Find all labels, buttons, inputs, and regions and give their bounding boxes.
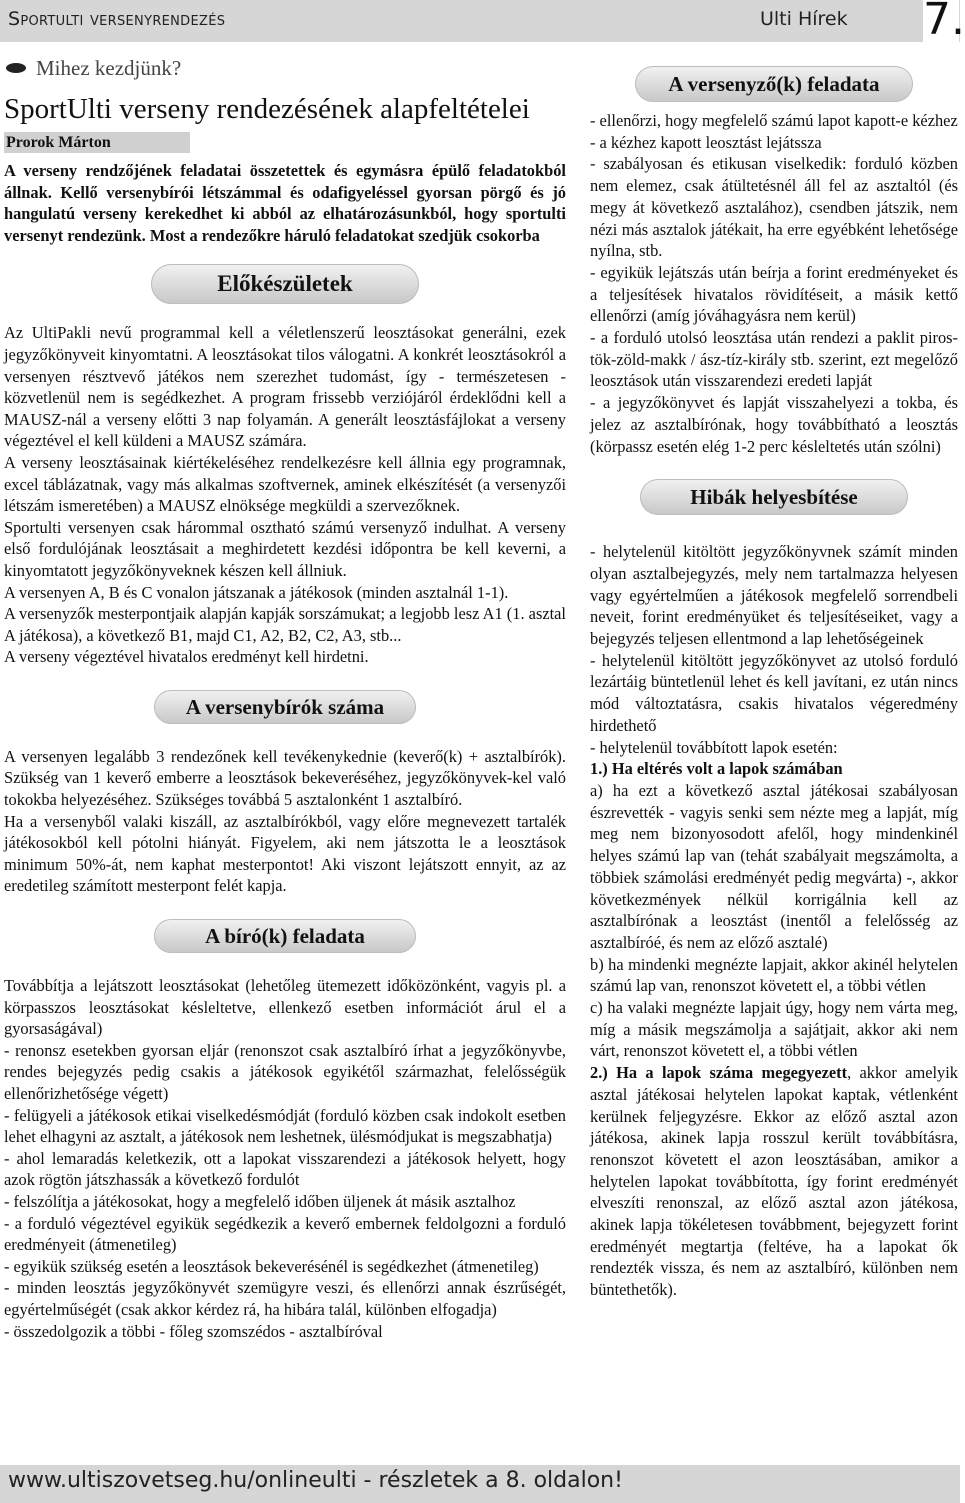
section-heading-preparations: Előkészületek [151, 264, 419, 304]
paragraph: Ha a versenyből valaki kiszáll, az asztalbírókból, vagy előre megnevezett tartalék játékosokból kell pótolni hiányát. Figyelem, aki nem játszotta le a leosztások minimum 50%-át, nem kaphat mesterpontot! Aki viszont lejátszott ennyit, az az eredetileg számított mesterpont felét kapja. [4, 811, 566, 896]
paragraph: - helytelenül kitöltött jegyzőkönyvnek számít minden olyan asztalbejegyzés, mely nem tartalmazza helyesen vagy egyértelműen a játékosok megfelelő sorrendbeli neveit, forint eredményüket és teljesítéseiket, vagy a bejegyzés teljesen ellentmond a lap lehetőségeinek [590, 542, 958, 649]
paragraph: A versenyzők mesterpontjaik alapján kapják sorszámukat; a legjobb lesz A1 (1. asztal A játékosa), a következő B1, majd C1, A2, B2, C2, A3, stb... [4, 604, 566, 645]
kicker-text: Mihez kezdjünk? [36, 55, 182, 80]
paragraph: c) ha valaki megnézte lapjait úgy, hogy nem várta meg, míg a másik megszámolja a sajátjait, akkor aki nem várt, renonszot követett el, a többi vétlen [590, 998, 958, 1061]
paragraph: - a forduló végeztével egyikük segédkezik a keverő embernek feldolgozni a forduló eredményeit (átmenetileg) [4, 1213, 566, 1255]
paragraph: Sportulti versenyen csak hárommal osztható számú versenyző indulhat. A verseny első fordulójának leosztásait a meghirdetett kezdési időpontra be kell keverni, a kinyomtatott jegyzőkönyveknek készen kell állniuk. [4, 517, 566, 580]
intro-paragraph: A verseny rendzőjének feladatai összetettek és egymásra épülő feladatokból állnak. Kellő versenybírói létszámmal és odafigyeléssel gyorsan pörgő és jó hangulatú verseny kerekedhet ki abból az elhatározásunkból, hogy sportulti versenyt rendezünk. Most a rendezőkre háruló feladatokat szedjük csokorba [4, 161, 566, 245]
section-heading-player-tasks: A versenyző(k) feladata [635, 66, 913, 102]
paragraph: - a kézhez kapott leosztást lejátssza [590, 132, 822, 152]
paragraph: A verseny végeztével hivatalos eredményt kell hirdetni. [4, 647, 369, 667]
footer-link-text: www.ultiszovetseg.hu/onlineulti - részletek a 8. oldalon! [8, 1468, 623, 1493]
header-section-title: Sportulti versenyrendezés [8, 8, 226, 30]
paragraph: - helytelenül továbbított lapok esetén: [590, 737, 838, 757]
right-column [590, 66, 958, 1301]
header-publication-title: Ulti Hírek [760, 8, 848, 30]
paragraph: Az UltiPakli nevű programmal kell a véletlenszerű leosztásokat generálni, ezek jegyzőkönyveit kinyomtatni. A leosztásokat tilos válogatni. A konkrét leosztásokról a versenyen résztvevő játékos nem szerezhet tudomást, így - természetesen - közvetlenül nem is segédkezhet. A program frissebb verziójáról érdeklődni kell a MAUSZ-nál a verseny előtti 3 nap folyamán. A generált leosztásfájlokat a verseny végeztével el kell küldeni a MAUSZ számára. [4, 323, 566, 451]
paragraph: - felszólítja a játékosokat, hogy a megfelelő időben üljenek át másik asztalhoz [4, 1191, 516, 1211]
case-1-title: 1.) Ha eltérés volt a lapok számában [590, 759, 843, 779]
paragraph: - összedolgozik a többi - főleg szomszédos - asztalbíróval [4, 1321, 383, 1341]
section-heading-referee-tasks: A bíró(k) feladata [154, 919, 416, 953]
bullet-icon [6, 63, 26, 73]
case-2-paragraph [590, 1062, 958, 1301]
section-heading-error-correction: Hibák helyesbítése [640, 479, 908, 515]
paragraph: - helytelenül kitöltött jegyzőkönyvet az utolsó forduló lezártáig büntetlenül lehet és kell javítani, ez után nincs mód változtatásra, csakis hivatalos végeredmény hirdethető [590, 650, 958, 735]
paragraph: A versenyen A, B és C vonalon játszanak a játékosok (minden asztalnál 1-1). [4, 582, 509, 602]
author-byline: Prorok Márton [4, 132, 190, 153]
paragraph: - a forduló utolsó leosztása után rendezi a paklit piros-tök-zöld-makk / ász-tíz-király stb. szerint, ezt megelőző leosztások után visszarendezi eredeti lapját [590, 328, 958, 391]
paragraph: a) ha ezt a következő asztal játékosai szabályosan észrevették - vagyis senki sem nézte meg a lapját, míg meg nem bizonyosodott afelől, hogy mindenkinél helyes számú lap van (tehát szabályait megszámolta, a többiek számolási eredményét pedig megvárta) -, akkor következmények nélkül korrigálnia kell az asztalbírónak a leosztást (inentől a felelősség az asztalbíróé, és nem az előző asztalé) [590, 780, 958, 952]
paragraph: - ahol lemaradás keletkezik, ott a lapokat visszarendezi a játékosok helyett, hogy azok rögtön játszhassák a következő fordulót [4, 1148, 566, 1190]
article-title: SportUlti verseny rendezésének alapfeltételei [4, 93, 530, 125]
paragraph: - a jegyzőkönyvet és lapját visszahelyezi a tokba, és jelez az asztalbírónak, hogy továbbítható a leosztás (körpassz esetén elég 1-2 perc késleltetés után szólni) [590, 393, 958, 456]
left-column [4, 52, 566, 1342]
paragraph: - egyikük lejátszás után beírja a forint eredményeket és a teljesítések hivatalos rövidítéseit, a másik kettő ellenőrzi (amíg jóváhagyásra nem kerül) [590, 262, 958, 326]
paragraph: A versenyen legalább 3 rendezőnek kell tevékenykednie (keverő(k) + asztalbírók). Szükség van 1 keverő emberre a leosztások bekeveréséhez, jegyzőkönyvek-kel való tokokba helyezéséhez. Szükséges továbbá 5 asztalonként 1 asztalbíró. [4, 746, 566, 810]
case-2-text: , akkor amelyik asztal játékosai helytelen lapokat kaptak, vétlenként kerülnek feljegyzésre. Ekkor az előző asztal azon játékosa, akinek lapja rosszul került továbbításra, renonszot követett el azon leosztásában, amikor a helytelen lapokat továbbította, így forint eredményét elveszíti renonszal, az előző asztal azon játékosa, akinek lapja tökéletesen továbbment, bejegyzett forint eredményét megtartja (feltéve, ha a lapokat ők rendezték vissza, és nem az asztalbíró, különben nem büntethetők). [590, 1063, 958, 1300]
page-number: 7. [923, 0, 959, 44]
kicker [4, 52, 566, 84]
paragraph: b) ha mindenki megnézte lapjait, akkor akinél helytelen számú lap van, renonszot követett el, a többi vétlen [590, 954, 958, 996]
paragraph: - renonsz esetekben gyorsan eljár (renonszot csak asztalbíró írhat a jegyzőkönyvbe, rendes bejegyzés pedig csakis a játékosok egyikétől származhat, felelősségük ellenőrizhetősége végett) [4, 1040, 566, 1103]
paragraph: Továbbítja a lejátszott leosztásokat (lehetőleg ütemezett időközönként, vagyis pl. a körpasszos leosztásokat késleltetve, ellenkező esetben információt árul el a gyorsaságával) [4, 976, 566, 1039]
section-heading-referee-count: A versenybírók száma [154, 690, 416, 724]
paragraph: - szabályosan és etikusan viselkedik: forduló közben nem elemez, csak átültetésnél áll fel az asztaltól (és megy át következő asztalához), csendben játszik, nem nézi más asztalok játékait, ha erre egyébként lehetősége nyílna, stb. [590, 154, 958, 261]
paragraph: - felügyeli a játékosok etikai viselkedésmódját (forduló közben csak indokolt esetben lehet elhagyni az asztalt, a játékosok nem leshetnek, ülésmódjukat is megszabhatja) [4, 1105, 566, 1147]
paragraph: - egyikük szükség esetén a leosztások bekeverésénél is segédkezhet (átmenetileg) [4, 1256, 539, 1276]
paragraph: - ellenőrzi, hogy megfelelő számú lapot kapott-e kézhez [590, 111, 958, 130]
case-2-title: 2.) Ha a lapok száma megegyezett [590, 1063, 848, 1083]
paragraph: A verseny leosztásainak kiértékeléséhez rendelkezésre kell állnia egy programnak, excel táblázatnak, vagy más alkalmas szoftvernek, aminek elkészítését (a versenyzői létszám ismeretében) a MAUSZ elnöksége megküldi a szervezőknek. [4, 452, 566, 516]
paragraph: - minden leosztás jegyzőkönyvét szemügyre veszi, és ellenőrzi annak észrűségét, egyértelműségét (csak akkor kérdez rá, ha hibára talál, különben elfogadja) [4, 1278, 566, 1319]
